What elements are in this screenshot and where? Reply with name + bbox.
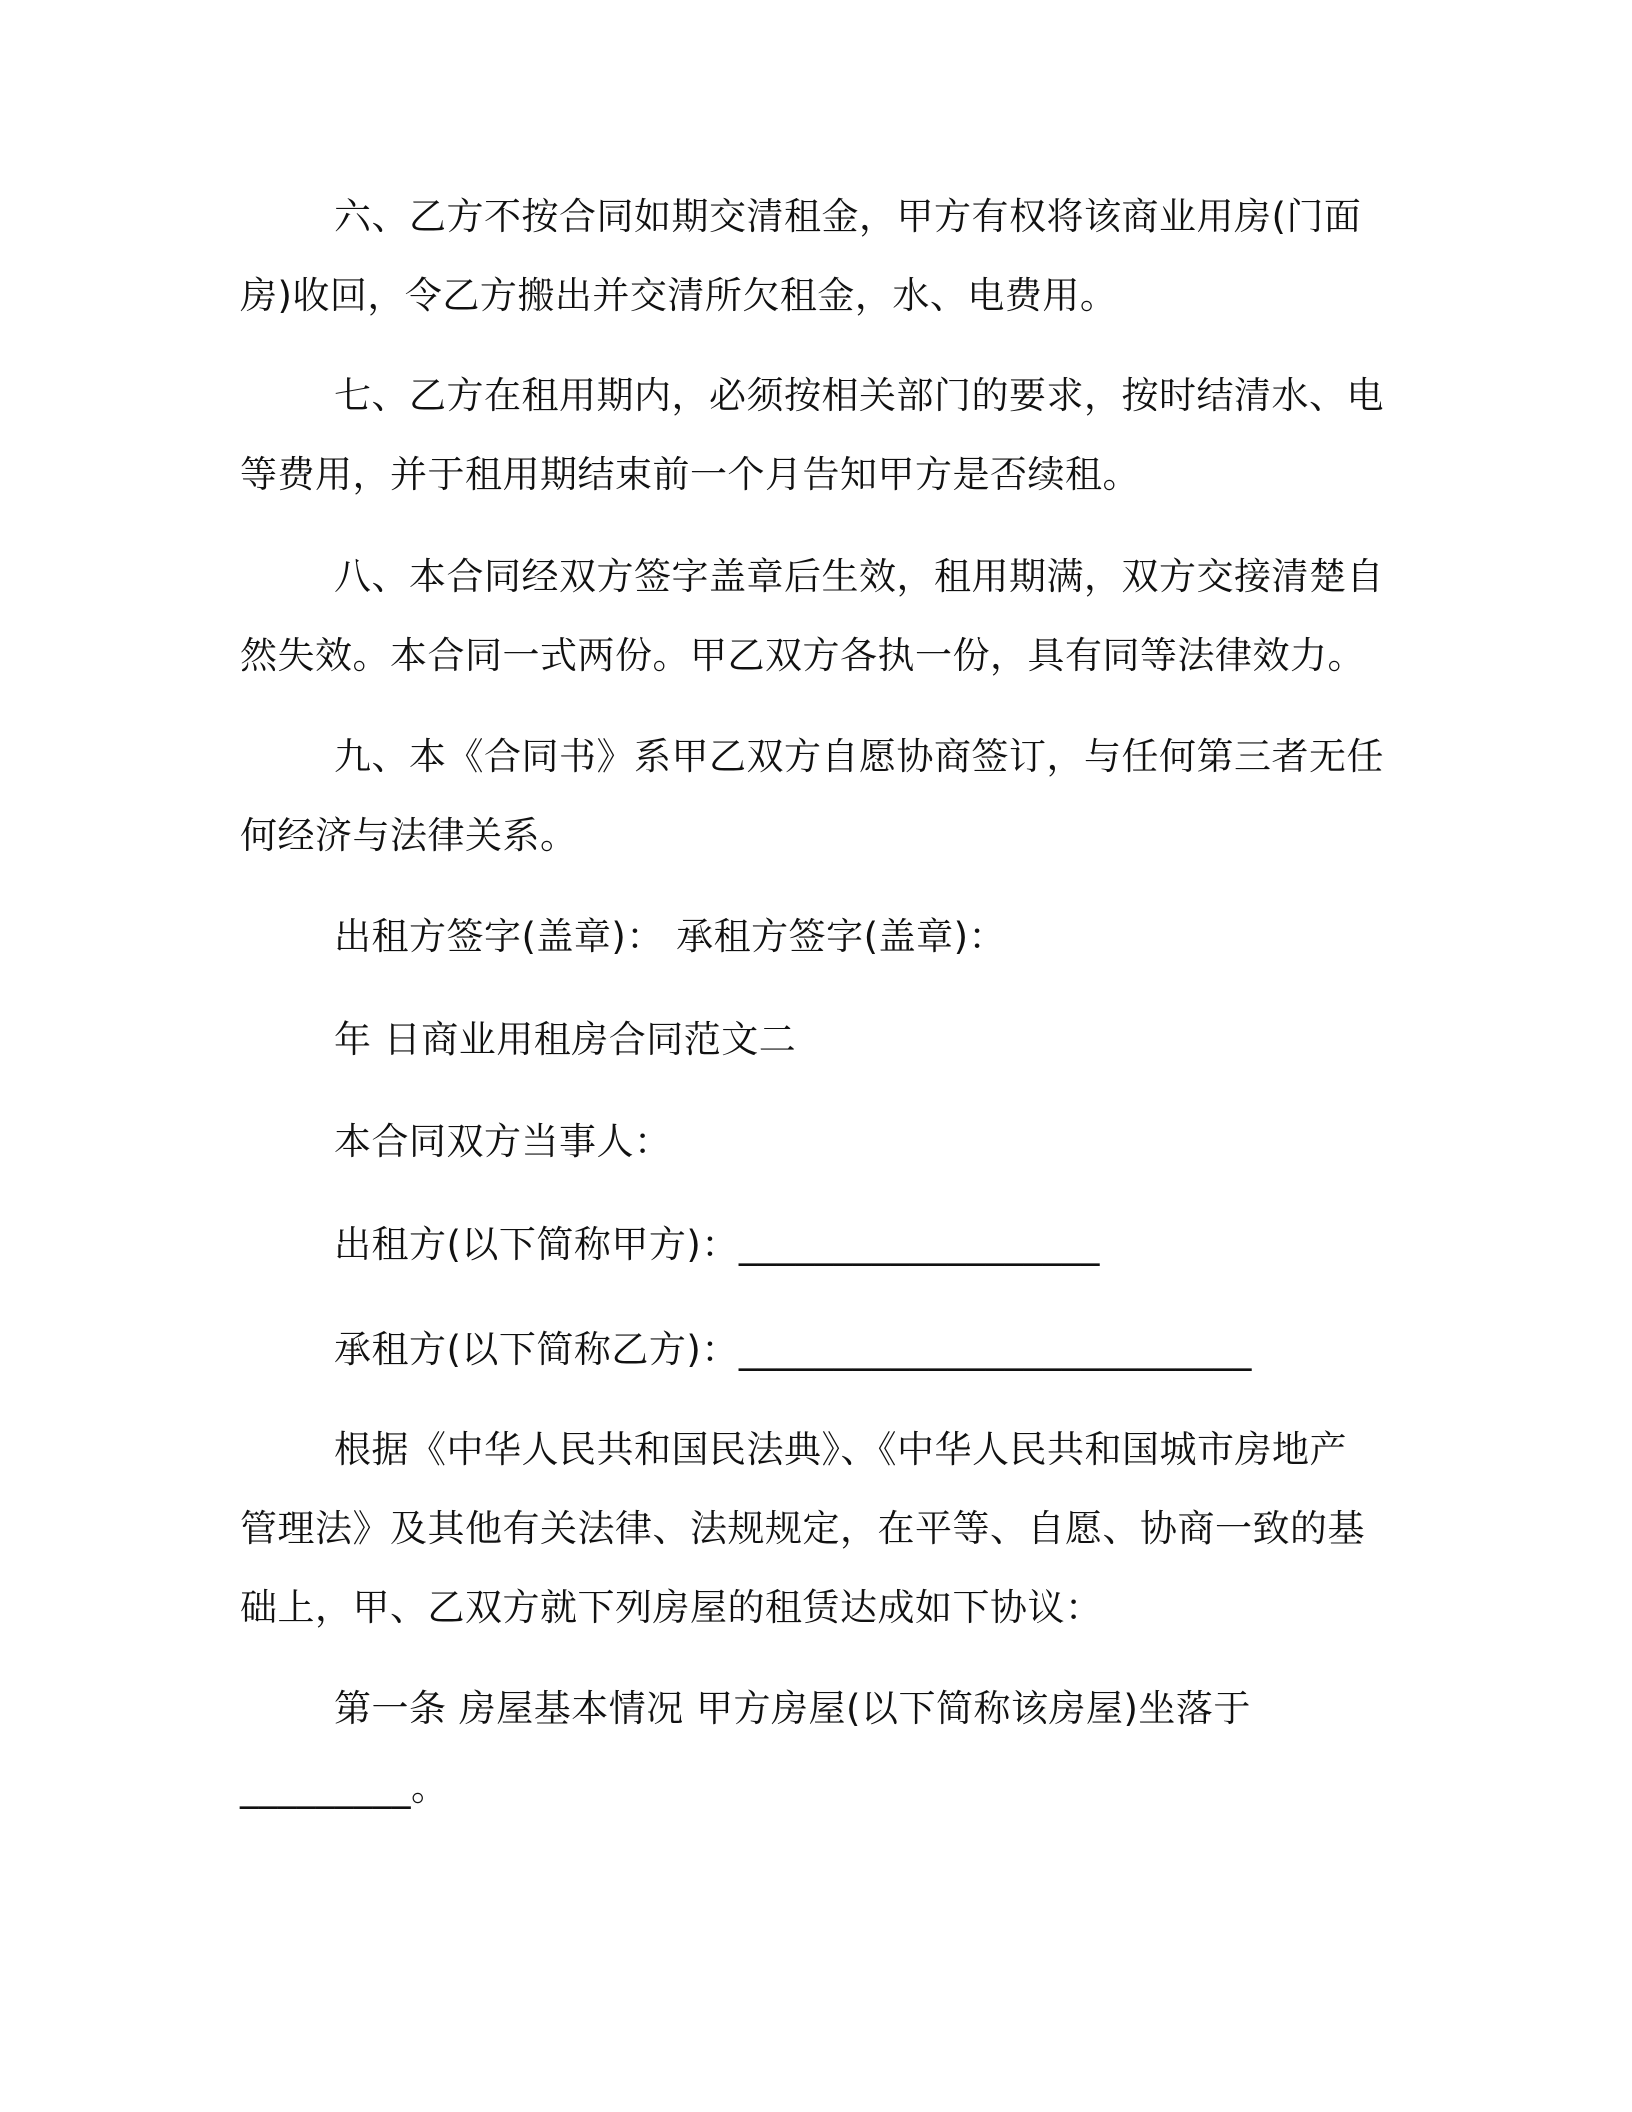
article-1-line-2: _________。	[240, 1766, 449, 1809]
clause-6-line-1: 六、乙方不按合同如期交清租金，甲方有权将该商业用房(门面	[334, 195, 1362, 238]
clause-7-line-2: 等费用，并于租用期结束前一个月告知甲方是否续租。	[240, 453, 1140, 496]
clause-7-line-1: 七、乙方在租用期内，必须按相关部门的要求，按时结清水、电	[334, 374, 1384, 417]
signature-line: 出租方签字(盖章)： 承租方签字(盖章)：	[334, 915, 1007, 958]
sample-two-heading: 年 日商业用租房合同范文二	[334, 1018, 797, 1061]
preamble-line-2: 管理法》及其他有关法律、法规规定，在平等、自愿、协商一致的基	[240, 1507, 1365, 1550]
clause-9-line-2: 何经济与法律关系。	[240, 814, 578, 857]
preamble-line-1: 根据《中华人民共和国民法典》、《中华人民共和国城市房地产	[334, 1428, 1347, 1471]
parties-heading: 本合同双方当事人：	[334, 1120, 672, 1163]
lessee-field: 承租方(以下简称乙方)：___________________________	[334, 1328, 1252, 1371]
clause-8-line-1: 八、本合同经双方签字盖章后生效，租用期满，双方交接清楚自	[334, 555, 1384, 598]
lessor-field: 出租方(以下简称甲方)：___________________	[334, 1223, 1100, 1266]
article-1-line-1: 第一条 房屋基本情况 甲方房屋(以下简称该房屋)坐落于	[334, 1687, 1251, 1730]
clause-9-line-1: 九、本《合同书》系甲乙双方自愿协商签订，与任何第三者无任	[334, 735, 1384, 778]
preamble-line-3: 础上，甲、乙双方就下列房屋的租赁达成如下协议：	[240, 1586, 1103, 1629]
clause-6-line-2: 房)收回，令乙方搬出并交清所欠租金，水、电费用。	[240, 274, 1118, 317]
clause-8-line-2: 然失效。本合同一式两份。甲乙双方各执一份，具有同等法律效力。	[240, 634, 1365, 677]
